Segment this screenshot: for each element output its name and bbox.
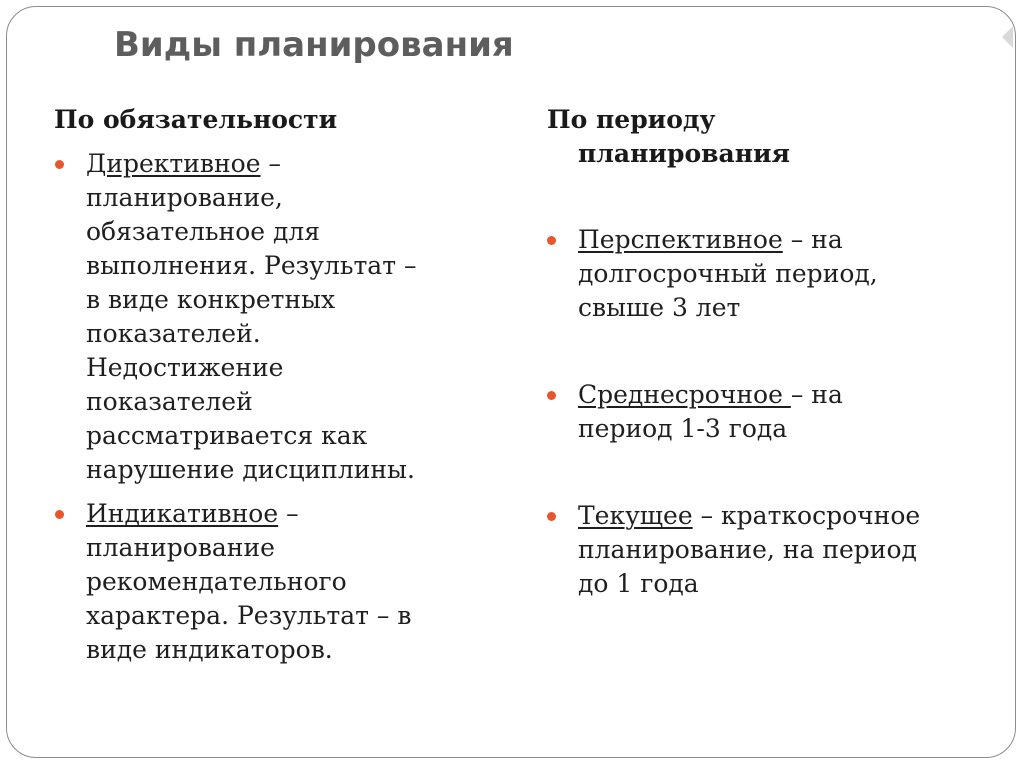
item-first-line: Директивное –	[86, 149, 281, 178]
bullet-icon	[547, 391, 556, 400]
item-line: планирование, на период	[578, 535, 917, 564]
item-line: рекомендательного	[86, 567, 347, 596]
term-medium-term: Среднесрочное	[578, 380, 791, 409]
item-line: нарушение дисциплины.	[86, 455, 415, 484]
item-line: виде индикаторов.	[86, 635, 333, 664]
item-line: рассматривается как	[86, 421, 368, 450]
right-column-heading	[547, 103, 967, 171]
item-first-line: Среднесрочное – на	[578, 380, 843, 409]
slide-title: Виды планирования	[114, 25, 514, 65]
bullet-icon	[547, 236, 556, 245]
item-first-line: Индикативное –	[86, 499, 299, 528]
item-line: обязательное для	[86, 217, 321, 246]
bullet-icon	[547, 512, 556, 521]
item-line: в виде конкретных	[86, 285, 336, 314]
item-line: показателей.	[86, 319, 261, 348]
item-line: выполнения. Результат –	[86, 251, 417, 280]
bullet-icon	[55, 160, 64, 169]
list-item-directive	[86, 147, 416, 487]
slide-decoration-arrow	[1002, 26, 1013, 48]
term-current: Текущее	[578, 501, 693, 530]
bullet-icon	[55, 510, 64, 519]
list-item-perspective	[578, 223, 878, 325]
item-line: период 1-3 года	[578, 414, 788, 443]
item-first-line: Текущее – краткосрочное	[578, 501, 921, 530]
item-line: характера. Результат – в	[86, 601, 412, 630]
item-line: планирование	[86, 533, 275, 562]
term-directive: Директивное	[86, 149, 261, 178]
left-column-heading: По обязательности	[54, 105, 338, 134]
right-heading-line2: планирования	[578, 139, 790, 168]
list-item-indicative	[86, 497, 411, 667]
item-line: планирование,	[86, 183, 283, 212]
item-line: долгосрочный период,	[578, 259, 878, 288]
right-heading-line1: По периоду	[547, 105, 716, 134]
item-line: до 1 года	[578, 569, 699, 598]
term-indicative: Индикативное	[86, 499, 279, 528]
list-item-medium-term	[578, 378, 843, 446]
item-line: свыше 3 лет	[578, 293, 741, 322]
item-line: показателей	[86, 387, 253, 416]
list-item-current	[578, 499, 920, 601]
term-perspective: Перспективное	[578, 225, 783, 254]
item-first-line: Перспективное – на	[578, 225, 843, 254]
item-line: Недостижение	[86, 353, 284, 382]
